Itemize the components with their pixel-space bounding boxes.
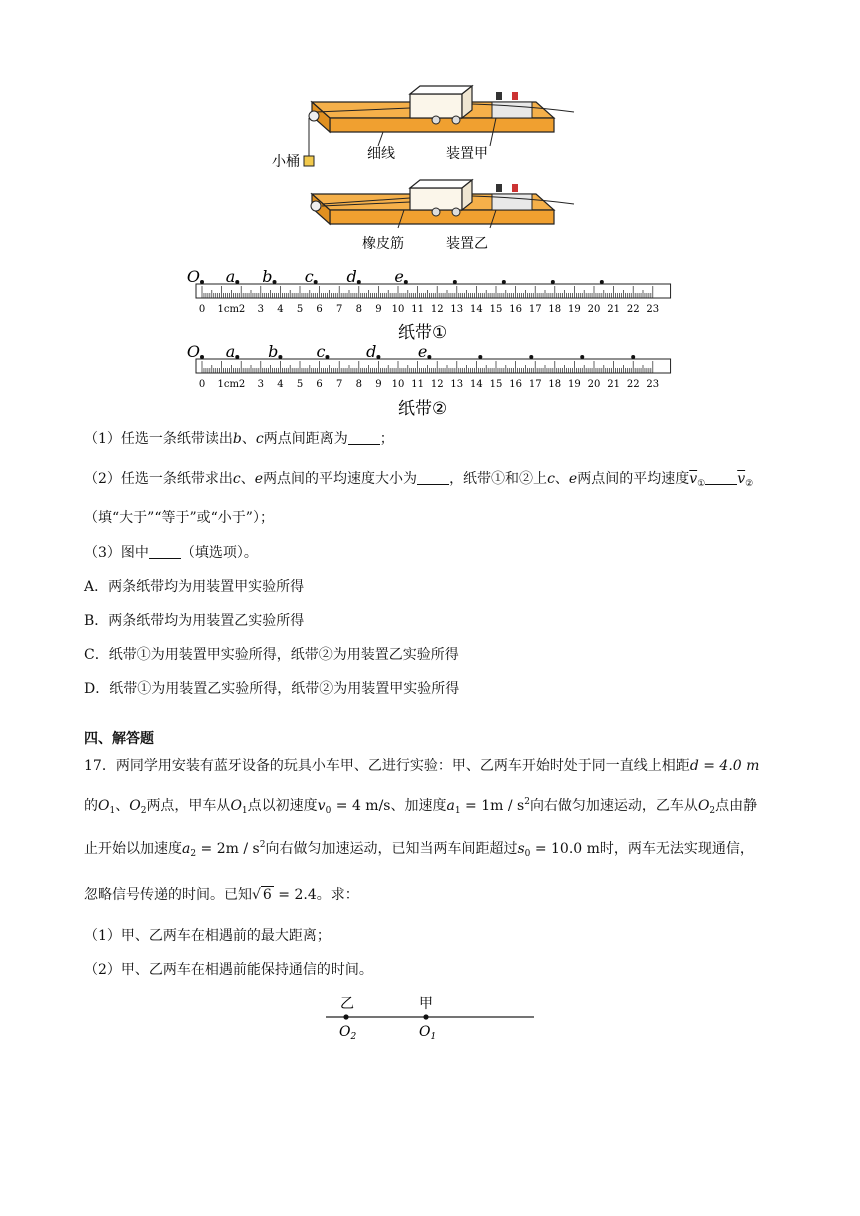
tape-dot xyxy=(529,355,533,359)
tape-1 xyxy=(187,267,671,315)
tick-label: 15 xyxy=(489,304,503,315)
tick-label: 21 xyxy=(607,379,620,390)
position-diagram xyxy=(326,1014,534,1019)
tick-label: 7 xyxy=(336,379,343,390)
tick-label: 20 xyxy=(587,304,601,315)
tick-label: 23 xyxy=(646,379,660,390)
answer-blank[interactable] xyxy=(705,470,737,485)
point-label: e xyxy=(394,267,404,286)
label-car-b: 乙 xyxy=(340,996,354,1012)
tick-label: 14 xyxy=(470,304,483,315)
device-a-illustration xyxy=(304,86,574,166)
tape-dot xyxy=(235,280,239,284)
device-b-illustration xyxy=(311,180,574,228)
tape-dot xyxy=(453,280,457,284)
tape-dot xyxy=(278,355,282,359)
tick-label: 17 xyxy=(528,304,542,315)
option-a: A．两条纸带均为用装置甲实验所得 xyxy=(84,579,305,595)
tape-dot xyxy=(273,280,277,284)
tape-dot xyxy=(580,355,584,359)
tick-label: 19 xyxy=(568,379,581,390)
q17-line1: 17．两同学用安装有蓝牙设备的玩具小车甲、乙进行实验：甲、乙两车开始时处于同一直线上相距d = 4.0 m xyxy=(84,758,760,774)
tick-label: 0 xyxy=(198,379,206,390)
tape-dot xyxy=(314,280,318,284)
answer-blank[interactable] xyxy=(417,470,449,485)
tick-label: 20 xyxy=(587,379,601,390)
tick-label: 4 xyxy=(277,379,284,390)
label-car-a: 甲 xyxy=(419,996,433,1012)
tick-label: 17 xyxy=(528,379,542,390)
tick-label: 9 xyxy=(375,379,382,390)
tick-label: 15 xyxy=(489,379,503,390)
tape-dot xyxy=(200,280,204,284)
tick-label: 23 xyxy=(646,304,660,315)
tape-dot xyxy=(478,355,482,359)
point-label: c xyxy=(316,342,326,361)
tick-label: 18 xyxy=(548,304,562,315)
answer-blank[interactable] xyxy=(348,430,380,445)
q17-part1: （1）甲、乙两车在相遇前的最大距离； xyxy=(84,928,331,944)
tick-label: 4 xyxy=(277,304,284,315)
q16-part2: （2）任选一条纸带求出c、e两点间的平均速度大小为 ，纸带①和②上c、e两点间的平均速度$\overline{v}_①$ $\overline{v}_②$ xyxy=(84,471,754,489)
point-label: d xyxy=(346,267,357,286)
option-c: C．纸带①为用装置甲实验所得，纸带②为用装置乙实验所得 xyxy=(84,647,459,663)
point-label: O xyxy=(186,342,200,361)
tick-label: 19 xyxy=(568,304,581,315)
point-label: b xyxy=(262,267,273,286)
tape-dot xyxy=(404,280,408,284)
tick-label: 14 xyxy=(470,379,483,390)
tick-label: 3 xyxy=(257,379,264,390)
tick-label: 0 xyxy=(198,304,206,315)
section-title: 四、解答题 xyxy=(84,731,154,747)
answer-blank[interactable] xyxy=(149,544,181,559)
point-label: a xyxy=(225,342,236,361)
q16-part1: （1）任选一条纸带读出b、c两点间距离为 ； xyxy=(84,431,394,447)
tape-dot xyxy=(200,355,204,359)
option-b: B．两条纸带均为用装置乙实验所得 xyxy=(84,613,305,629)
label-bucket: 小桶 xyxy=(272,154,300,170)
tape-dot xyxy=(235,355,239,359)
tick-label: 22 xyxy=(626,379,640,390)
tick-label: 3 xyxy=(257,304,264,315)
q17-line2: 的$O_1$、$O_2$两点，甲车从$O_1$点以初速度$v_0 = 4$ m/s、加速度$a_1 = 1m / s^2$向右做匀加速运动，乙车从$O_2$点由静 xyxy=(84,797,758,816)
label-device-b: 装置乙 xyxy=(446,236,488,252)
tick-label: 5 xyxy=(296,379,304,390)
tick-label: 11 xyxy=(411,304,424,315)
tick-label: 10 xyxy=(391,379,405,390)
tick-label: 16 xyxy=(509,379,522,390)
tape-2-caption: 纸带② xyxy=(398,399,448,419)
tape-dot xyxy=(376,355,380,359)
tape-dot xyxy=(325,355,329,359)
tick-label: 8 xyxy=(355,379,362,390)
tape-dot xyxy=(600,280,604,284)
tape-dot xyxy=(631,355,635,359)
tape-1-caption: 纸带① xyxy=(398,323,448,343)
tick-label: 1cm2 xyxy=(217,304,246,315)
tick-label: 5 xyxy=(296,304,304,315)
tape-dot xyxy=(357,280,361,284)
tape-dot xyxy=(551,280,555,284)
point-label: O xyxy=(186,267,200,286)
label-rubber: 橡皮筋 xyxy=(362,236,404,252)
tape-dot xyxy=(502,280,506,284)
point-label: d xyxy=(366,342,377,361)
q17-line4: 忽略信号传递的时间。已知√ 6 = 2.4。求： xyxy=(84,887,359,903)
point-label: e xyxy=(417,342,428,361)
q17-line3: 止开始以加速度$a_2 = 2m / s^2$向右做匀加速运动，已知当两车间距超过$s_0 = 10.0$ m时，两车无法实现通信， xyxy=(84,840,754,859)
tick-label: 22 xyxy=(626,304,640,315)
tick-label: 21 xyxy=(607,304,620,315)
tick-label: 8 xyxy=(355,304,362,315)
tick-label: 16 xyxy=(509,304,522,315)
q17-part2: （2）甲、乙两车在相遇前能保持通信的时间。 xyxy=(84,962,373,978)
tick-label: 18 xyxy=(548,379,562,390)
point-label: a xyxy=(225,267,236,286)
tick-label: 9 xyxy=(375,304,382,315)
point-label: c xyxy=(304,267,314,286)
tick-label: 13 xyxy=(450,379,464,390)
option-d: D．纸带①为用装置乙实验所得，纸带②为用装置甲实验所得 xyxy=(84,681,460,697)
tape-dot xyxy=(427,355,431,359)
tick-label: 6 xyxy=(316,304,323,315)
label-device-a: 装置甲 xyxy=(446,146,488,162)
q16-part2-hint: （填“大于”“等于”或“小于”）； xyxy=(84,510,274,526)
tick-label: 13 xyxy=(450,304,464,315)
tick-label: 12 xyxy=(430,379,444,390)
label-o2: $O_2$ xyxy=(339,1024,357,1042)
q16-part3: （3）图中 （填选项）。 xyxy=(84,545,258,561)
tick-label: 12 xyxy=(430,304,444,315)
tick-label: 7 xyxy=(336,304,343,315)
tick-label: 11 xyxy=(411,379,424,390)
label-o1: $O_1$ xyxy=(419,1024,437,1042)
tape-2 xyxy=(187,342,671,390)
tick-label: 6 xyxy=(316,379,323,390)
label-thread: 细线 xyxy=(367,146,395,162)
tick-label: 10 xyxy=(391,304,405,315)
tick-label: 1cm2 xyxy=(217,379,246,390)
point-label: b xyxy=(268,342,279,361)
